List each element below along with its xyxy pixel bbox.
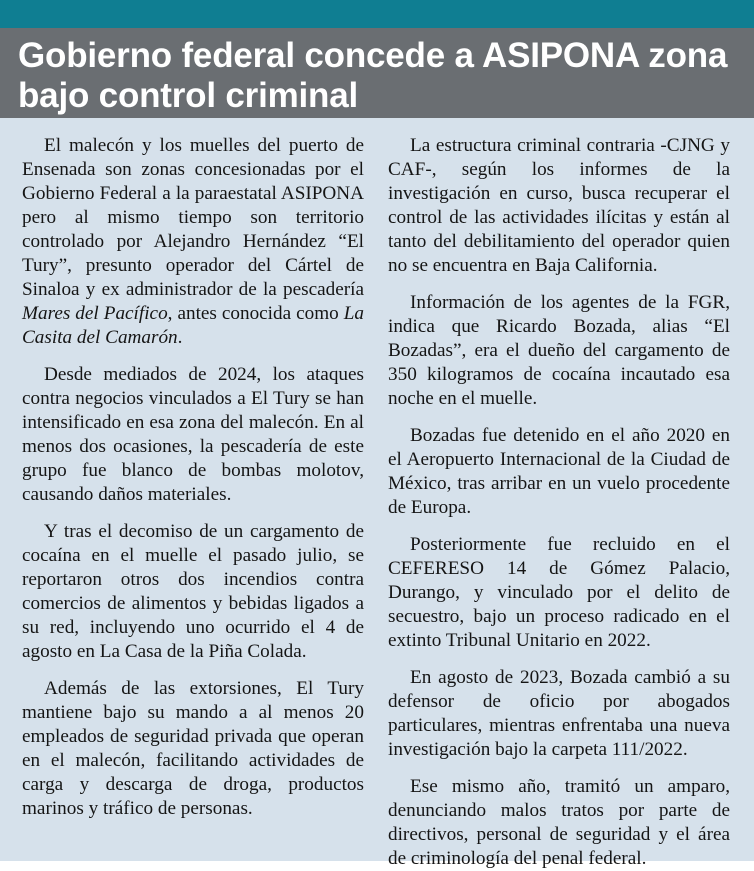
right-column bbox=[388, 134, 730, 869]
top-accent-bar bbox=[0, 0, 754, 28]
headline-title: Gobierno federal concede a ASIPONA zona bajo control criminal bbox=[18, 36, 728, 115]
article-body bbox=[0, 118, 754, 869]
paragraph-text: El malecón y los muelles del puerto de Ensenada son zonas concesionadas por el Gobierno Federal a la paraestatal ASIPONA pero al mismo tiempo son territorio controlado por Alejandro Hernández “El Tury”, presunto operador del Cártel de Sinaloa y ex administrador de la pescadería bbox=[22, 135, 364, 300]
left-column bbox=[22, 134, 364, 861]
paragraph: Información de los agentes de la FGR, indica que Ricardo Bozada, alias “El Bozadas”, era el dueño del cargamento de 350 kilogramos de cocaína incautado esa noche en el muelle. bbox=[388, 292, 730, 409]
paragraph bbox=[22, 134, 364, 350]
paragraph-text: . bbox=[177, 327, 183, 348]
paragraph: Desde mediados de 2024, los ataques contra negocios vinculados a El Tury se han intensificado en esa zona del malecón. En al menos dos ocasiones, la pescadería de este grupo fue blanco de bombas molotov, causando daños materiales. bbox=[22, 364, 364, 505]
paragraph: En agosto de 2023, Bozada cambió a su defensor de oficio por abogados particulares, mientras enfrentaba una nueva investigación bajo la carpeta 111/2022. bbox=[388, 667, 730, 760]
paragraph: La estructura criminal contraria -CJNG y CAF-, según los informes de la investigación en curso, busca recuperar el control de las actividades ilícitas y están al tanto del debilitamiento del operador quien no se encuentra en Baja California. bbox=[388, 135, 730, 276]
business-name: Mares del Pacífico bbox=[22, 303, 168, 324]
paragraph: Bozadas fue detenido en el año 2020 en el Aeropuerto Internacional de la Ciudad de México, tras arribar en un vuelo procedente de Europa. bbox=[388, 425, 730, 518]
paragraph-text: , antes conocida como bbox=[167, 303, 344, 324]
headline-banner bbox=[0, 28, 754, 118]
paragraph: Además de las extorsiones, El Tury mantiene bajo su mando a al menos 20 empleados de seguridad privada que operan en el malecón, facilitando actividades de carga y descarga de droga, productos marinos y tráfico de personas. bbox=[22, 678, 364, 819]
paragraph: Ese mismo año, tramitó un amparo, denunciando malos tratos por parte de directivos, personal de seguridad y el área de criminología del penal federal. bbox=[388, 776, 730, 869]
paragraph: Y tras el decomiso de un cargamento de cocaína en el muelle el pasado julio, se reportaron otros dos incendios contra comercios de alimentos y bebidas ligados a su red, incluyendo uno ocurrido el 4 de agosto en La Casa de la Piña Colada. bbox=[22, 521, 364, 662]
paragraph: Posteriormente fue recluido en el CEFERESO 14 de Gómez Palacio, Durango, y vinculado por el delito de secuestro, bajo un proceso radicado en el extinto Tribunal Unitario en 2022. bbox=[388, 534, 730, 651]
business-name: La Casita del Camarón bbox=[22, 303, 364, 348]
